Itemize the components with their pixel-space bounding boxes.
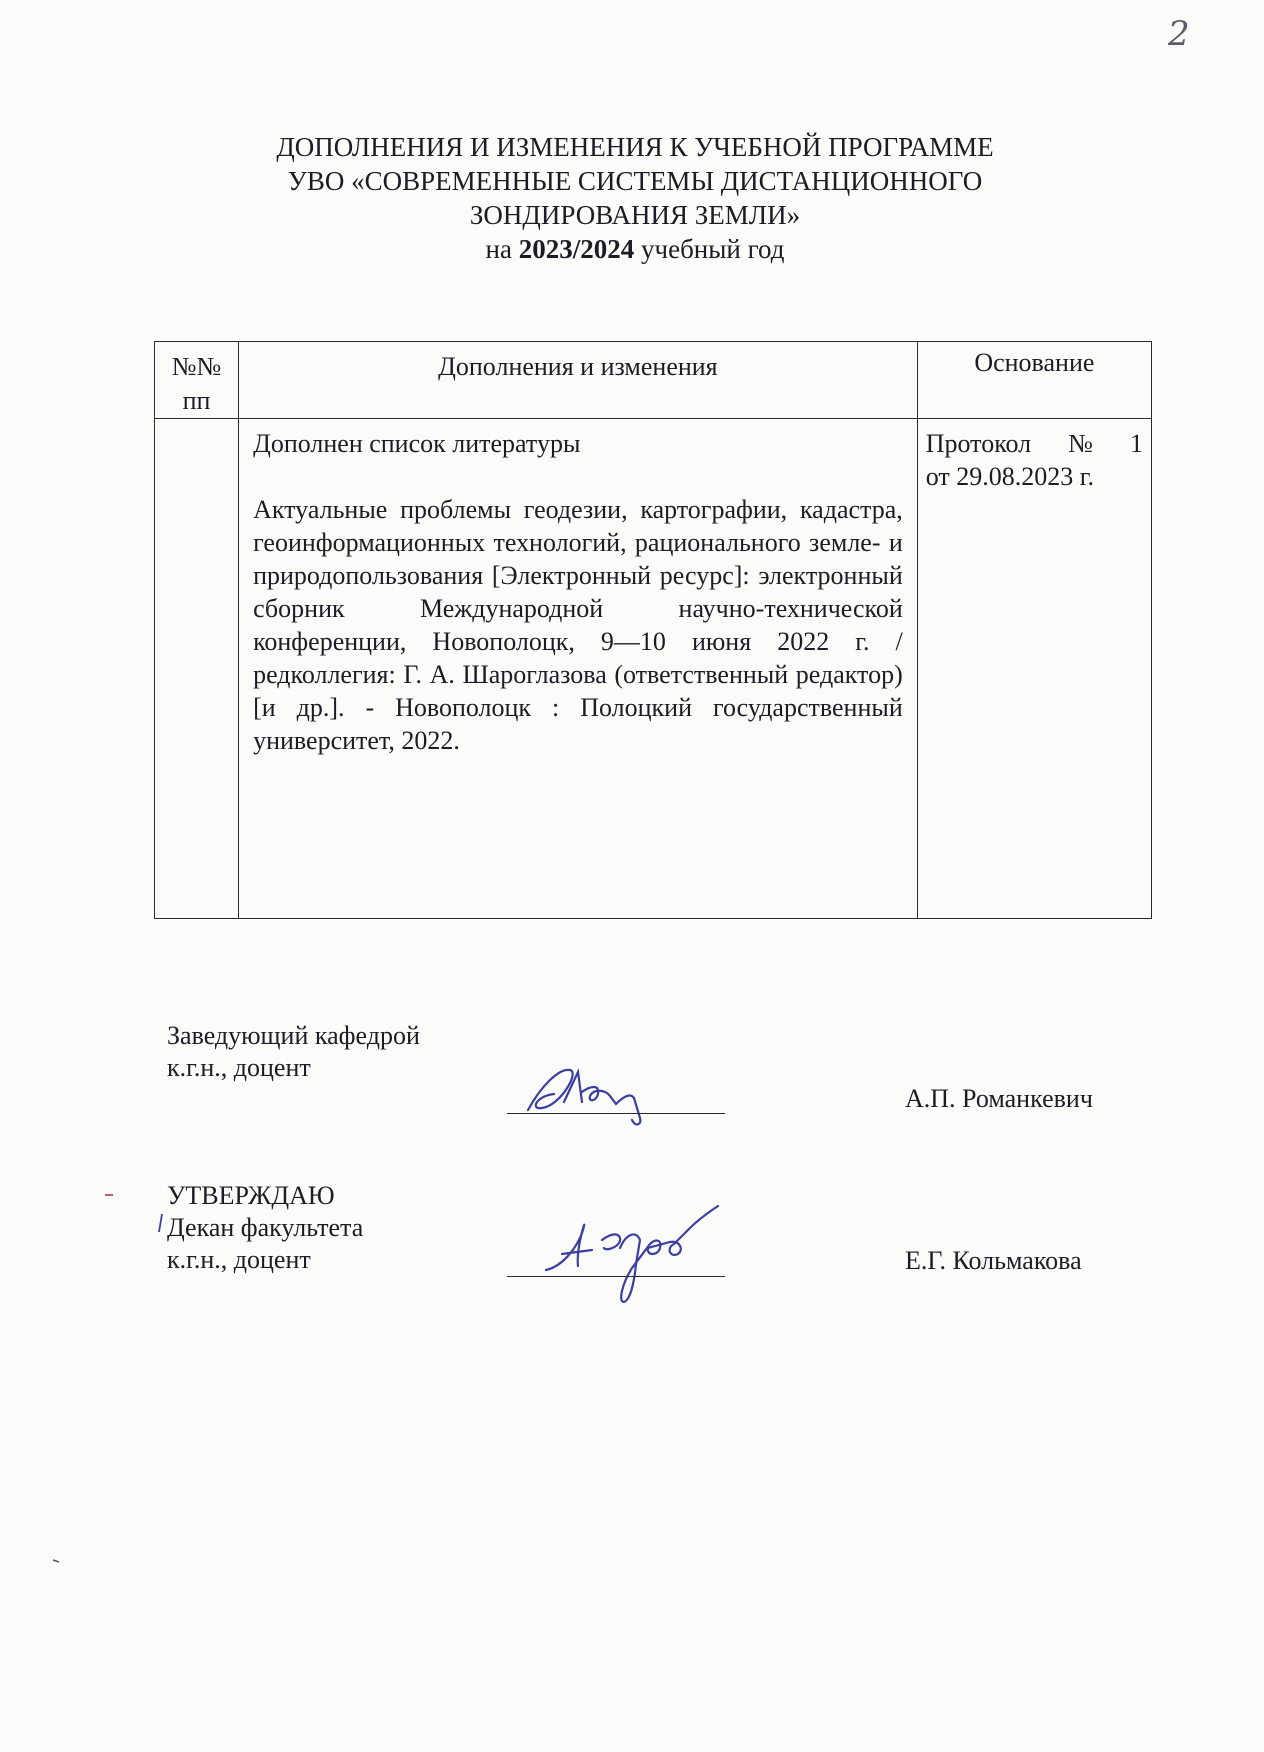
basis-protocol-number: 1 (1130, 429, 1143, 458)
row-changes-cell (239, 419, 918, 919)
header-number-line-2: пп (182, 386, 211, 415)
changes-title: Дополнен список литературы (253, 429, 581, 458)
row-number-cell (155, 419, 239, 919)
academic-year-line (230, 232, 1040, 266)
academic-year: 2023/2024 (518, 234, 635, 264)
heading-line-3: ЗОНДИРОВАНИЯ ЗЕМЛИ» (469, 200, 801, 230)
changes-table (154, 341, 1152, 919)
year-prefix: на (485, 234, 512, 264)
year-suffix: учебный год (641, 234, 785, 264)
dean-degree: к.г.н., доцент (167, 1245, 311, 1274)
ink-mark (156, 1212, 166, 1234)
header-basis: Основание (917, 342, 1151, 419)
dean-signature-line (507, 1276, 725, 1277)
table-header-row (155, 342, 1152, 419)
basis-protocol-word: Протокол (925, 429, 1032, 458)
basis-protocol-line (926, 427, 1143, 460)
dean-signature-mark (540, 1204, 740, 1308)
head-position: Заведующий кафедрой (167, 1021, 420, 1050)
approval-word: УТВЕРЖДАЮ (167, 1181, 335, 1210)
heading-line-2: УВО «СОВРЕМЕННЫЕ СИСТЕМЫ ДИСТАНЦИОННОГО (287, 166, 983, 196)
ink-mark (52, 1558, 62, 1564)
dean-name: Е.Г. Кольмакова (905, 1246, 1082, 1275)
row-basis-cell (917, 419, 1151, 919)
dean-approval-block (167, 1180, 363, 1276)
document-heading (230, 130, 1040, 266)
head-signature-line (507, 1113, 725, 1114)
basis-date: от 29.08.2023 г. (925, 462, 1095, 491)
literature-reference: Актуальные проблемы геодезии, картографии, кадастра, геоинформационных технологий, рационального земле- и природопользования [Электронный ресурс]: электронный сборник Международной научно-технической конференции, Новополоцк, 9—10 июня 2022 г. / редколлегия: Г. А. Шароглазова (ответственный редактор) [и др.]. - Новополоцк : Полоцкий государственный университет, 2022. (253, 495, 903, 755)
header-number-line-1: №№ (171, 352, 222, 381)
page-number: 2 (1168, 14, 1190, 54)
head-of-department-block (167, 1020, 420, 1084)
dean-position: Декан факультета (167, 1213, 364, 1242)
ink-mark (104, 1192, 114, 1198)
head-signature-mark (520, 1058, 670, 1130)
table-row (155, 419, 1152, 919)
head-name: А.П. Романкевич (905, 1084, 1093, 1113)
header-number (155, 342, 239, 419)
basis-number-sign: № (1068, 429, 1093, 458)
head-degree: к.г.н., доцент (167, 1053, 311, 1082)
header-changes: Дополнения и изменения (239, 342, 918, 419)
heading-line-1: ДОПОЛНЕНИЯ И ИЗМЕНЕНИЯ К УЧЕБНОЙ ПРОГРАММЕ (276, 132, 994, 162)
